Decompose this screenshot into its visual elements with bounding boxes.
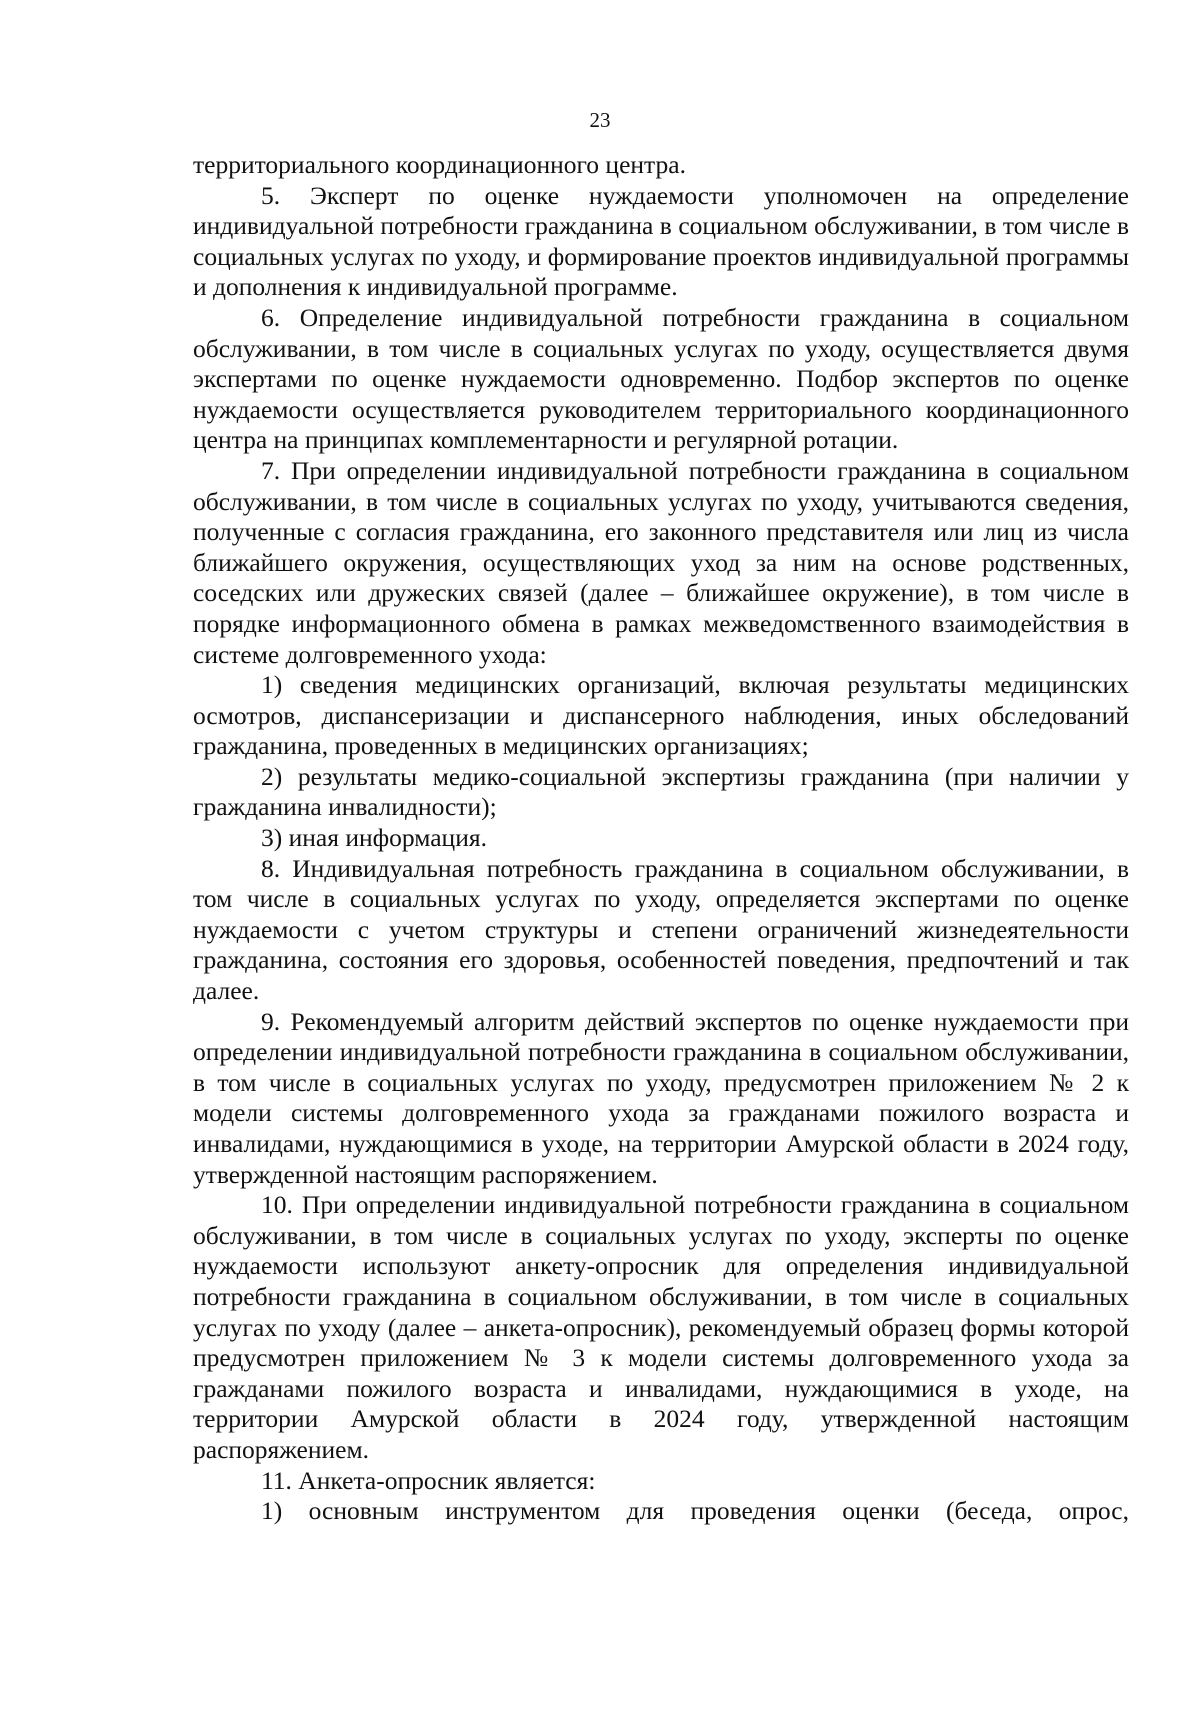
subitem-11-1: 1) основным инструментом для проведения оценки (беседа, опрос, [261, 1496, 1129, 1526]
paragraph-item-8: 8. Индивидуальная потребность гражданина в социальном обслуживании, в том числе в социальных услугах по уходу, определяется экспертами по оценке нуждаемости с учетом структуры и степени ограничений жизнедеятельности гражданина, состояния его здоровья, особенностей поведения, предпочтений и так далее. [193, 853, 1129, 1006]
paragraph-item-7: 7. При определении индивидуальной потребности гражданина в социальном обслуживании, в том числе в социальных услугах по уходу, учитываются сведения, полученные с согласия гражданина, его законного представителя или лиц из числа ближайшего окружения, осуществляющих уход за ним на основе родственных, соседских или дружеских связей (далее – ближайшее окружение), в том числе в порядке информационного обмена в рамках межведомственного взаимодействия в системе долговременного ухода: [193, 455, 1129, 669]
paragraph-item-10: 10. При определении индивидуальной потребности гражданина в социальном обслуживании, в том числе в социальных услугах по уходу, эксперты по оценке нуждаемости используют анкету-опросник для определения индивидуальной потребности гражданина в социальном обслуживании, в том числе в социальных услугах по уходу (далее – анкета-опросник), рекомендуемый образец формы которой предусмотрен приложением № 3 к модели системы долговременного ухода за гражданами пожилого возраста и инвалидами, нуждающимися в уходе, на территории Амурской области в 2024 году, утвержденной настоящим распоряжением. [193, 1190, 1129, 1464]
subitem-7-1: 1) сведения медицинских организаций, включая результаты медицинских осмотров, диспансеризации и диспансерного наблюдения, иных обследований гражданина, проведенных в медицинских организациях; [193, 670, 1129, 761]
paragraph-continuation: территориального координационного центра. [193, 150, 686, 179]
subitem-7-2: 2) результаты медико-социальной экспертизы гражданина (при наличии у гражданина инвалидности); [193, 761, 1129, 822]
paragraph-item-9: 9. Рекомендуемый алгоритм действий экспертов по оценке нуждаемости при определении индивидуальной потребности гражданина в социальном обслуживании, в том числе в социальных услугах по уходу, предусмотрен приложением № 2 к модели системы долговременного ухода за гражданами пожилого возраста и инвалидами, нуждающимися в уходе, на территории Амурской области в 2024 году, утвержденной настоящим распоряжением. [193, 1006, 1129, 1189]
paragraph-item-11: 11. Анкета-опросник является: [261, 1465, 596, 1495]
document-body [193, 150, 1129, 1527]
paragraph-item-5: 5. Эксперт по оценке нуждаемости уполномочен на определение индивидуальной потребности гражданина в социальном обслуживании, в том числе в социальных услугах по уходу, и формирование проектов индивидуальной программы и дополнения к индивидуальной программе. [193, 180, 1129, 302]
paragraph-item-6: 6. Определение индивидуальной потребности гражданина в социальном обслуживании, в том числе в социальных услугах по уходу, осуществляется двумя экспертами по оценке нуждаемости одновременно. Подбор экспертов по оценке нуждаемости осуществляется руководителем территориального координационного центра на принципах комплементарности и регулярной ротации. [193, 302, 1129, 455]
page-number: 23 [589, 108, 611, 132]
subitem-7-3: 3) иная информация. [261, 823, 487, 853]
